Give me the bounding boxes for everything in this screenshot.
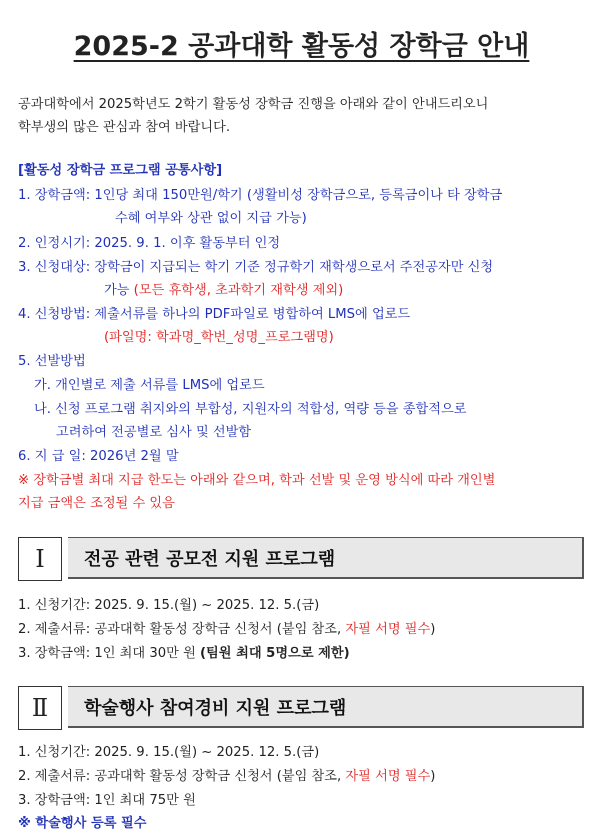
section2-item: 2. 제출서류: 공과대학 활동성 장학금 신청서 (붙임 참조, 자필 서명 필수) [18, 769, 436, 784]
section-header-2 [18, 686, 586, 730]
intro-line: 공과대학에서 2025학년도 2학기 활동성 장학금 진행을 아래와 같이 안내드리오니 [18, 97, 489, 112]
common-subitem: 나. 신청 프로그램 취지와의 부합성, 지원자의 적합성, 역량 등을 종합적으로 [34, 402, 467, 417]
filename-format: (파일명: 학과명_학번_성명_프로그램명) [104, 330, 334, 345]
common-subitem-continued: 고려하여 전공별로 심사 및 선발함 [56, 425, 252, 440]
section-number: Ⅰ [18, 537, 62, 581]
section1-item: 3. 장학금액: 1인 최대 30만 원 (팀원 최대 5명으로 제한) [18, 646, 350, 661]
intro-line: 학부생의 많은 관심과 참여 바랍니다. [18, 120, 231, 135]
common-note: ※ 장학금별 최대 지급 한도는 아래와 같으며, 학과 선발 및 운영 방식에 따라 개인별 [18, 473, 496, 488]
intro-paragraph [18, 93, 488, 139]
common-item: 3. 신청대상: 장학금이 지급되는 학기 기준 정규학기 재학생으로서 주전공자만 신청 [18, 260, 494, 275]
common-note-continued: 지급 금액은 조정될 수 있음 [18, 496, 175, 511]
common-heading: [활동성 장학금 프로그램 공통사항] [18, 163, 223, 178]
common-item: 4. 신청방법: 제출서류를 하나의 PDF파일로 병합하여 LMS에 업로드 [18, 307, 411, 322]
section1-item: 2. 제출서류: 공과대학 활동성 장학금 신청서 (붙임 참조, 자필 서명 필수) [18, 622, 436, 637]
common-item-continued: 수혜 여부와 상관 없이 지급 가능) [115, 211, 307, 226]
common-subitem: 가. 개인별로 제출 서류를 LMS에 업로드 [34, 378, 265, 393]
common-item: 2. 인정시기: 2025. 9. 1. 이후 활동부터 인정 [18, 236, 281, 251]
common-item: 6. 지 급 일: 2026년 2월 말 [18, 449, 179, 464]
section2-item: 3. 장학금액: 1인 최대 75만 원 [18, 793, 196, 808]
section-number: Ⅱ [18, 686, 62, 730]
common-item: 1. 장학금액: 1인당 최대 150만원/학기 (생활비성 장학금으로, 등록금이나 타 장학금 [18, 188, 503, 203]
document-title: 2025-2 공과대학 활동성 장학금 안내 [73, 31, 530, 62]
common-item: 5. 선발방법 [18, 354, 86, 369]
section2-note: ※ 학술행사 등록 필수 [18, 816, 147, 831]
section-title: 학술행사 참여경비 지원 프로그램 [68, 686, 584, 728]
section2-item: 1. 신청기간: 2025. 9. 15.(월) ~ 2025. 12. 5.(금) [18, 745, 320, 760]
section-header-1 [18, 537, 586, 581]
common-item-continued: 가능 (모든 휴학생, 초과학기 재학생 제외) [104, 283, 344, 298]
section1-item: 1. 신청기간: 2025. 9. 15.(월) ~ 2025. 12. 5.(금) [18, 598, 320, 613]
section-title: 전공 관련 공모전 지원 프로그램 [68, 537, 584, 579]
